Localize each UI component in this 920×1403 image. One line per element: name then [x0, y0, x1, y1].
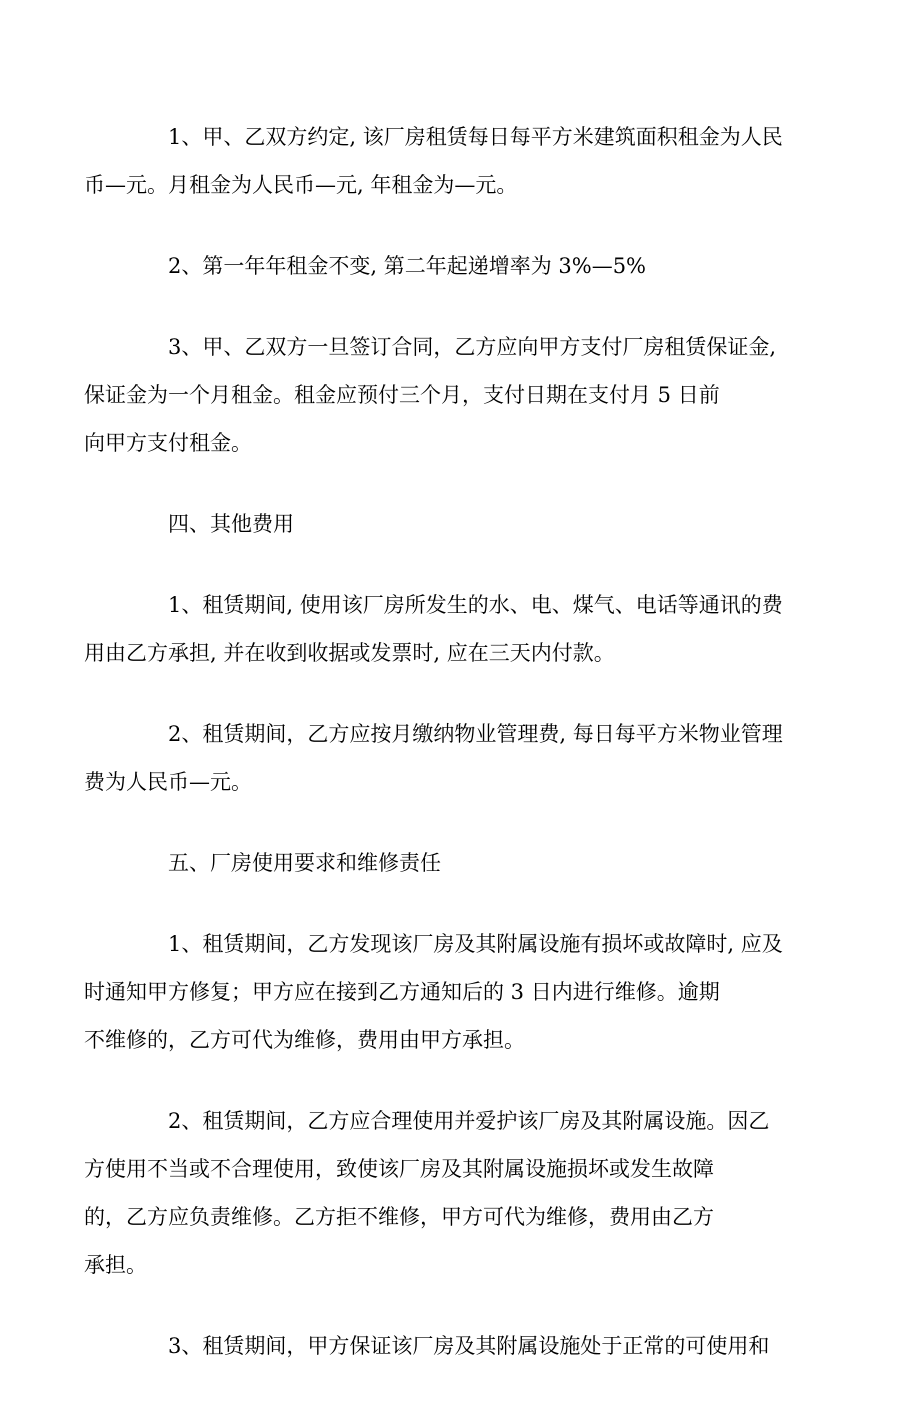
text-line: 1、租赁期间，乙方发现该厂房及其附属设施有损坏或故障时, 应及: [168, 932, 783, 956]
text-line: 的，乙方应负责维修。乙方拒不维修，甲方可代为维修，费用由乙方: [84, 1205, 714, 1229]
text-line: 1、甲、乙双方约定, 该厂房租赁每日每平方米建筑面积租金为人民: [168, 125, 783, 149]
heading-text: 五、厂房使用要求和维修责任: [168, 851, 441, 875]
text-line: 2、租赁期间，乙方应合理使用并爱护该厂房及其附属设施。因乙: [168, 1109, 770, 1133]
section-heading-usage-maintenance: [126, 839, 794, 887]
text-line: 币—元。月租金为人民币—元, 年租金为—元。: [84, 173, 518, 197]
document-body: [84, 113, 794, 1403]
text-line: 时通知甲方修复；甲方应在接到乙方通知后的 3 日内进行维修。逾期: [84, 980, 720, 1004]
text-line: 保证金为一个月租金。租金应预付三个月，支付日期在支付月 5 日前: [84, 383, 720, 407]
clause-utilities: [84, 581, 794, 677]
text-line: 3、甲、乙双方一旦签订合同，乙方应向甲方支付厂房租赁保证金,: [168, 335, 777, 359]
clause-proper-use: [84, 1097, 794, 1289]
clause-deposit: [84, 323, 794, 467]
text-line: 用由乙方承担, 并在收到收据或发票时, 应在三天内付款。: [84, 641, 615, 665]
heading-text: 四、其他费用: [168, 512, 294, 536]
text-line: 3、租赁期间，甲方保证该厂房及其附属设施处于正常的可使用和: [168, 1334, 770, 1358]
text-line: 向甲方支付租金。: [84, 431, 252, 455]
text-line: 1、租赁期间, 使用该厂房所发生的水、电、煤气、电话等通讯的费: [168, 593, 783, 617]
text-line: 费为人民币—元。: [84, 770, 252, 794]
text-line: 2、第一年年租金不变, 第二年起递增率为 3%—5%: [168, 254, 647, 278]
clause-property-fee: [84, 710, 794, 806]
text-line: 方使用不当或不合理使用，致使该厂房及其附属设施损坏或发生故障: [84, 1157, 714, 1181]
text-line: 承担。: [84, 1253, 147, 1277]
clause-rent-increase: [126, 242, 794, 290]
text-line: 不维修的，乙方可代为维修，费用由甲方承担。: [84, 1028, 525, 1052]
text-line: 2、租赁期间，乙方应按月缴纳物业管理费, 每日每平方米物业管理: [168, 722, 783, 746]
clause-landlord-guarantee: [126, 1322, 794, 1370]
section-heading-other-fees: [126, 500, 794, 548]
clause-rent-amount: [84, 113, 794, 209]
clause-repair-notice: [84, 920, 794, 1064]
